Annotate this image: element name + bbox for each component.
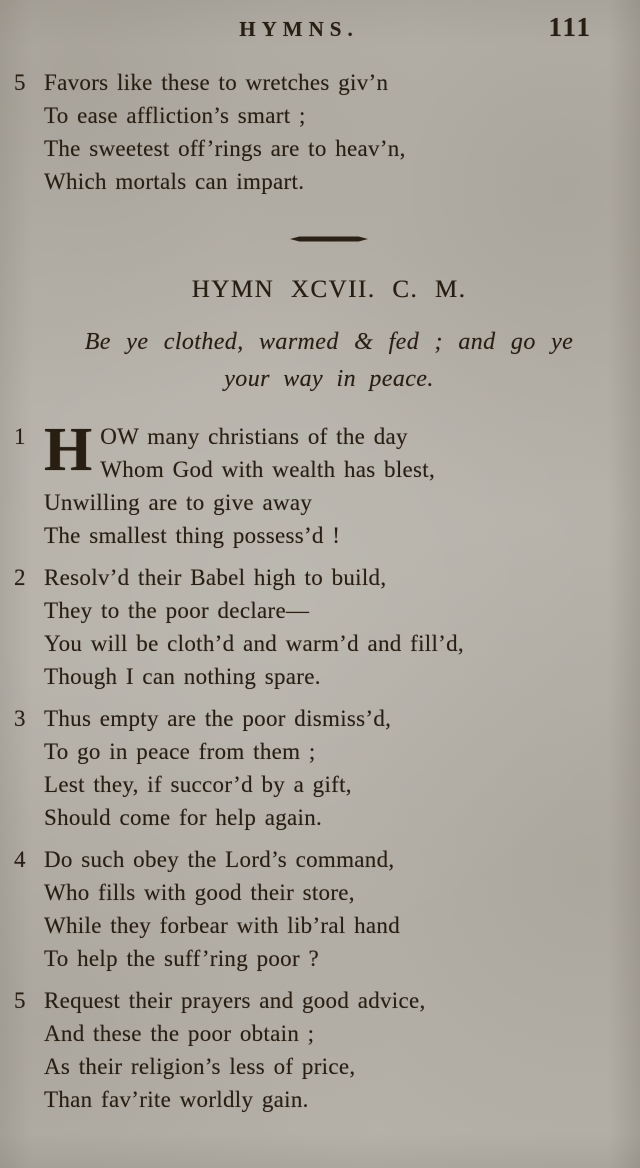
verse-line: Resolv’d their Babel high to build, [44,565,387,590]
verse-number: 5 [14,988,26,1013]
hymn-verse [14,702,614,834]
previous-hymn-verse [14,66,614,198]
verse-number: 1 [14,424,26,449]
verse-line: And these the poor obtain ; [44,1021,315,1046]
section-divider-rule [290,236,368,242]
verse-line: Should come for help again. [44,805,323,830]
verse-line: Who fills with good their store, [44,880,355,905]
verse-line: The sweetest off’rings are to heav’n, [44,136,406,161]
drop-cap-letter: H [44,416,93,484]
verse-line: Request their prayers and good advice, [44,988,426,1013]
verse-line: Favors like these to wretches giv’n [44,70,389,95]
verse-line: Lest they, if succor’d by a gift, [44,772,352,797]
verse-line: The smallest thing possess’d ! [44,523,341,548]
verse-line: They to the poor declare— [44,598,310,623]
verse-line: Thus empty are the poor dismiss’d, [44,706,392,731]
verse-line: Which mortals can impart. [44,169,305,194]
epigraph-line: Be ye clothed, warmed & fed ; and go ye [84,329,574,355]
verse-line: Whom God with wealth has blest, [100,457,436,482]
verse-line: You will be cloth’d and warm’d and fill’d, [44,631,464,656]
verse-line: OW many christians of the day [100,424,408,449]
running-head: HYMNS. [239,17,359,41]
verse-line: To ease affliction’s smart ; [44,103,306,128]
page-header [44,12,614,50]
hymn-verse [14,561,614,693]
verse-number: 2 [14,565,26,590]
verse-line: Do such obey the Lord’s command, [44,847,395,872]
hymn-verse [14,984,614,1116]
verse-line: Than fav’rite worldly gain. [44,1087,309,1112]
page-number: 111 [548,12,592,42]
verse-line: Though I can nothing spare. [44,664,321,689]
hymn-epigraph [44,324,614,398]
hymn-verse [14,843,614,975]
verse-line: To help the suff’ring poor ? [44,946,319,971]
epigraph-line: your way in peace. [224,366,434,392]
hymn-verse [14,416,614,552]
verse-number: 5 [14,70,26,95]
verse-number: 3 [14,706,26,731]
verse-line: Unwilling are to give away [44,490,313,515]
verse-line: As their religion’s less of price, [44,1054,356,1079]
verse-line: While they forbear with lib’ral hand [44,913,401,938]
hymn-title: HYMN XCVII. C. M. [191,276,467,303]
verse-line: To go in peace from them ; [44,739,316,764]
verse-number: 4 [14,847,26,872]
